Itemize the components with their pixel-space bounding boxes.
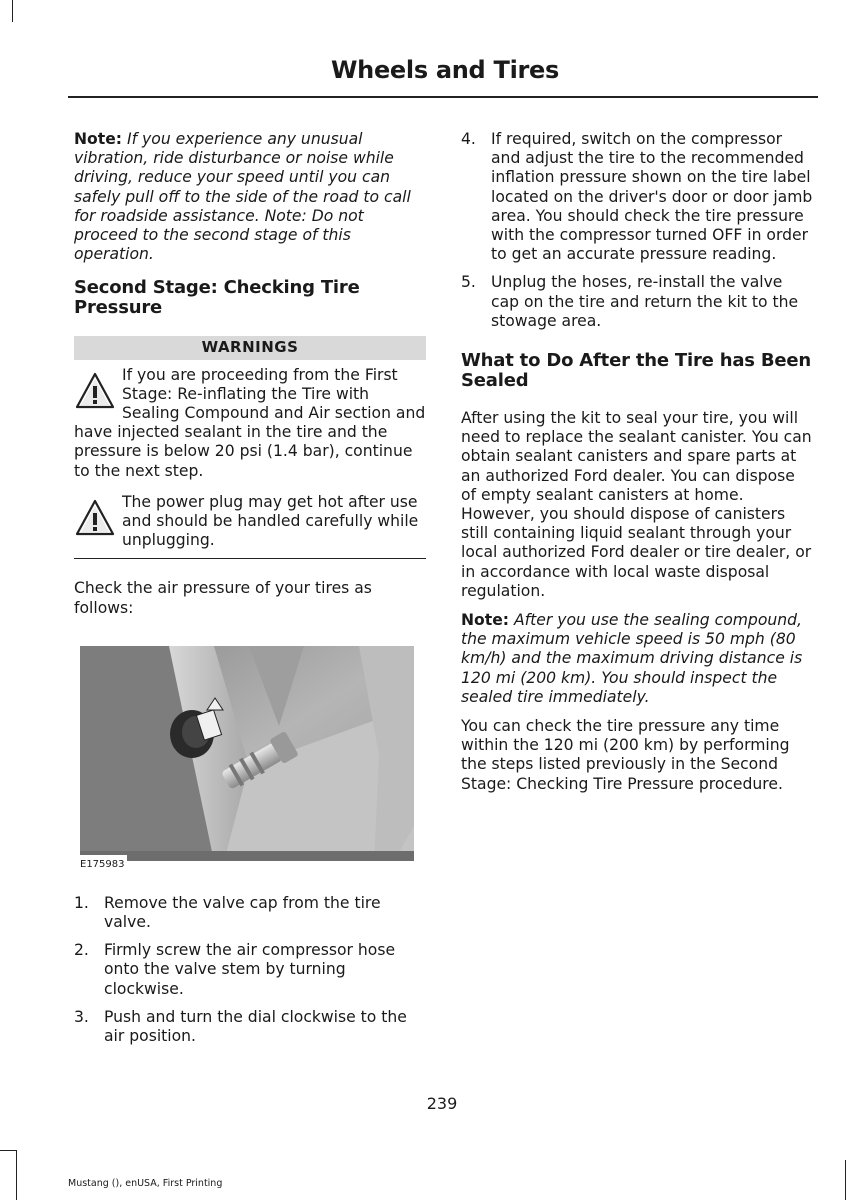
crop-mark: [0, 1150, 16, 1151]
body-paragraph: You can check the tire pressure any time within the 120 mi (200 km) by performing the steps listed previously in the Second Stage: Checking Tire Pressure procedure.: [461, 717, 790, 793]
valve-cap-illustration: [74, 646, 426, 876]
step-number: 3.: [74, 1007, 89, 1026]
warning-triangle-icon: [74, 497, 116, 539]
step-number: 2.: [74, 941, 89, 960]
step-number: 1.: [74, 893, 89, 912]
page-title: Wheels and Tires: [331, 56, 559, 84]
crop-mark: [12, 0, 13, 22]
right-column: [461, 130, 813, 804]
note-text: If you experience any unusual vibration, ride disturbance or noise while driving, reduce your speed until you can safely pull off to the side of the road to call for roadside assistance. Note: Do not proceed to the second stage of this operation.: [74, 130, 411, 264]
warnings-divider: [74, 558, 426, 559]
body-paragraph: After using the kit to seal your tire, you will need to replace the sealant canister. You can obtain sealant canisters and spare parts at an authorized Ford dealer. You can dispose of empty sealant canisters at home. However, you should dispose of canisters still containing liquid sealant through your local authorized Ford dealer or tire dealer, or in accordance with local waste disposal regulation.: [461, 409, 812, 600]
list-item: [461, 130, 813, 264]
header-rule: [68, 96, 818, 98]
step-text: Firmly screw the air compressor hose onto the valve stem by turning clockwise.: [104, 941, 396, 998]
step-number: 4.: [461, 130, 476, 148]
step-text: Remove the valve cap from the tire valve.: [104, 893, 381, 932]
intro-paragraph: Check the air pressure of your tires as follows:: [74, 579, 372, 617]
warning-text: If you are proceeding from the First Stage: Re-inflating the Tire with Sealing Compound and Air section and have injected sealant in the tire and the pressure is below 20 psi (1.4 bar), continue to the next step.: [74, 365, 426, 480]
note-text: After you use the sealing compound, the maximum vehicle speed is 50 mph (80 km/h) and the maximum driving distance is 120 mi (200 km). You should inspect the sealed tire immediately.: [461, 611, 803, 706]
note-paragraph: [74, 130, 426, 264]
steps-list: [74, 894, 426, 1046]
crop-mark: [16, 1150, 17, 1200]
section-heading: Second Stage: Checking Tire Pressure: [74, 277, 360, 319]
list-item: [74, 1008, 426, 1046]
warning-text: The power plug may get hot after use and should be handled carefully while unplugging.: [122, 492, 419, 550]
step-text: If required, switch on the compressor and adjust the tire to the recommended inflation pressure shown on the tire label located on the driver's door or door jamb area. You should check the tire pressure with the compressor turned OFF in order to get an accurate pressure reading.: [491, 130, 813, 264]
figure-caption: E175983: [78, 855, 127, 874]
list-item: [461, 273, 813, 331]
list-item: [74, 894, 426, 932]
step-number: 5.: [461, 273, 476, 292]
footer-text: Mustang (), enUSA, First Printing: [68, 1178, 223, 1189]
note-label: Note:: [461, 611, 510, 630]
section-heading: What to Do After the Tire has Been Sealed: [461, 350, 812, 392]
step-text: Unplug the hoses, re-install the valve cap on the tire and return the kit to the stowage area.: [491, 273, 799, 330]
steps-list-continued: [461, 130, 813, 331]
warning-item: [74, 493, 426, 551]
warning-item: [74, 366, 426, 481]
note-paragraph: [461, 611, 813, 707]
page-number: 239: [426, 1094, 458, 1113]
note-label: Note:: [74, 130, 123, 148]
list-item: [74, 941, 426, 999]
crop-mark: [845, 1160, 846, 1200]
warnings-title: WARNINGS: [74, 336, 426, 359]
step-text: Push and turn the dial clockwise to the air position.: [104, 1007, 407, 1046]
tire-valve-illustration: [74, 646, 426, 876]
left-column: [74, 130, 426, 1055]
warning-triangle-icon: [74, 370, 116, 412]
